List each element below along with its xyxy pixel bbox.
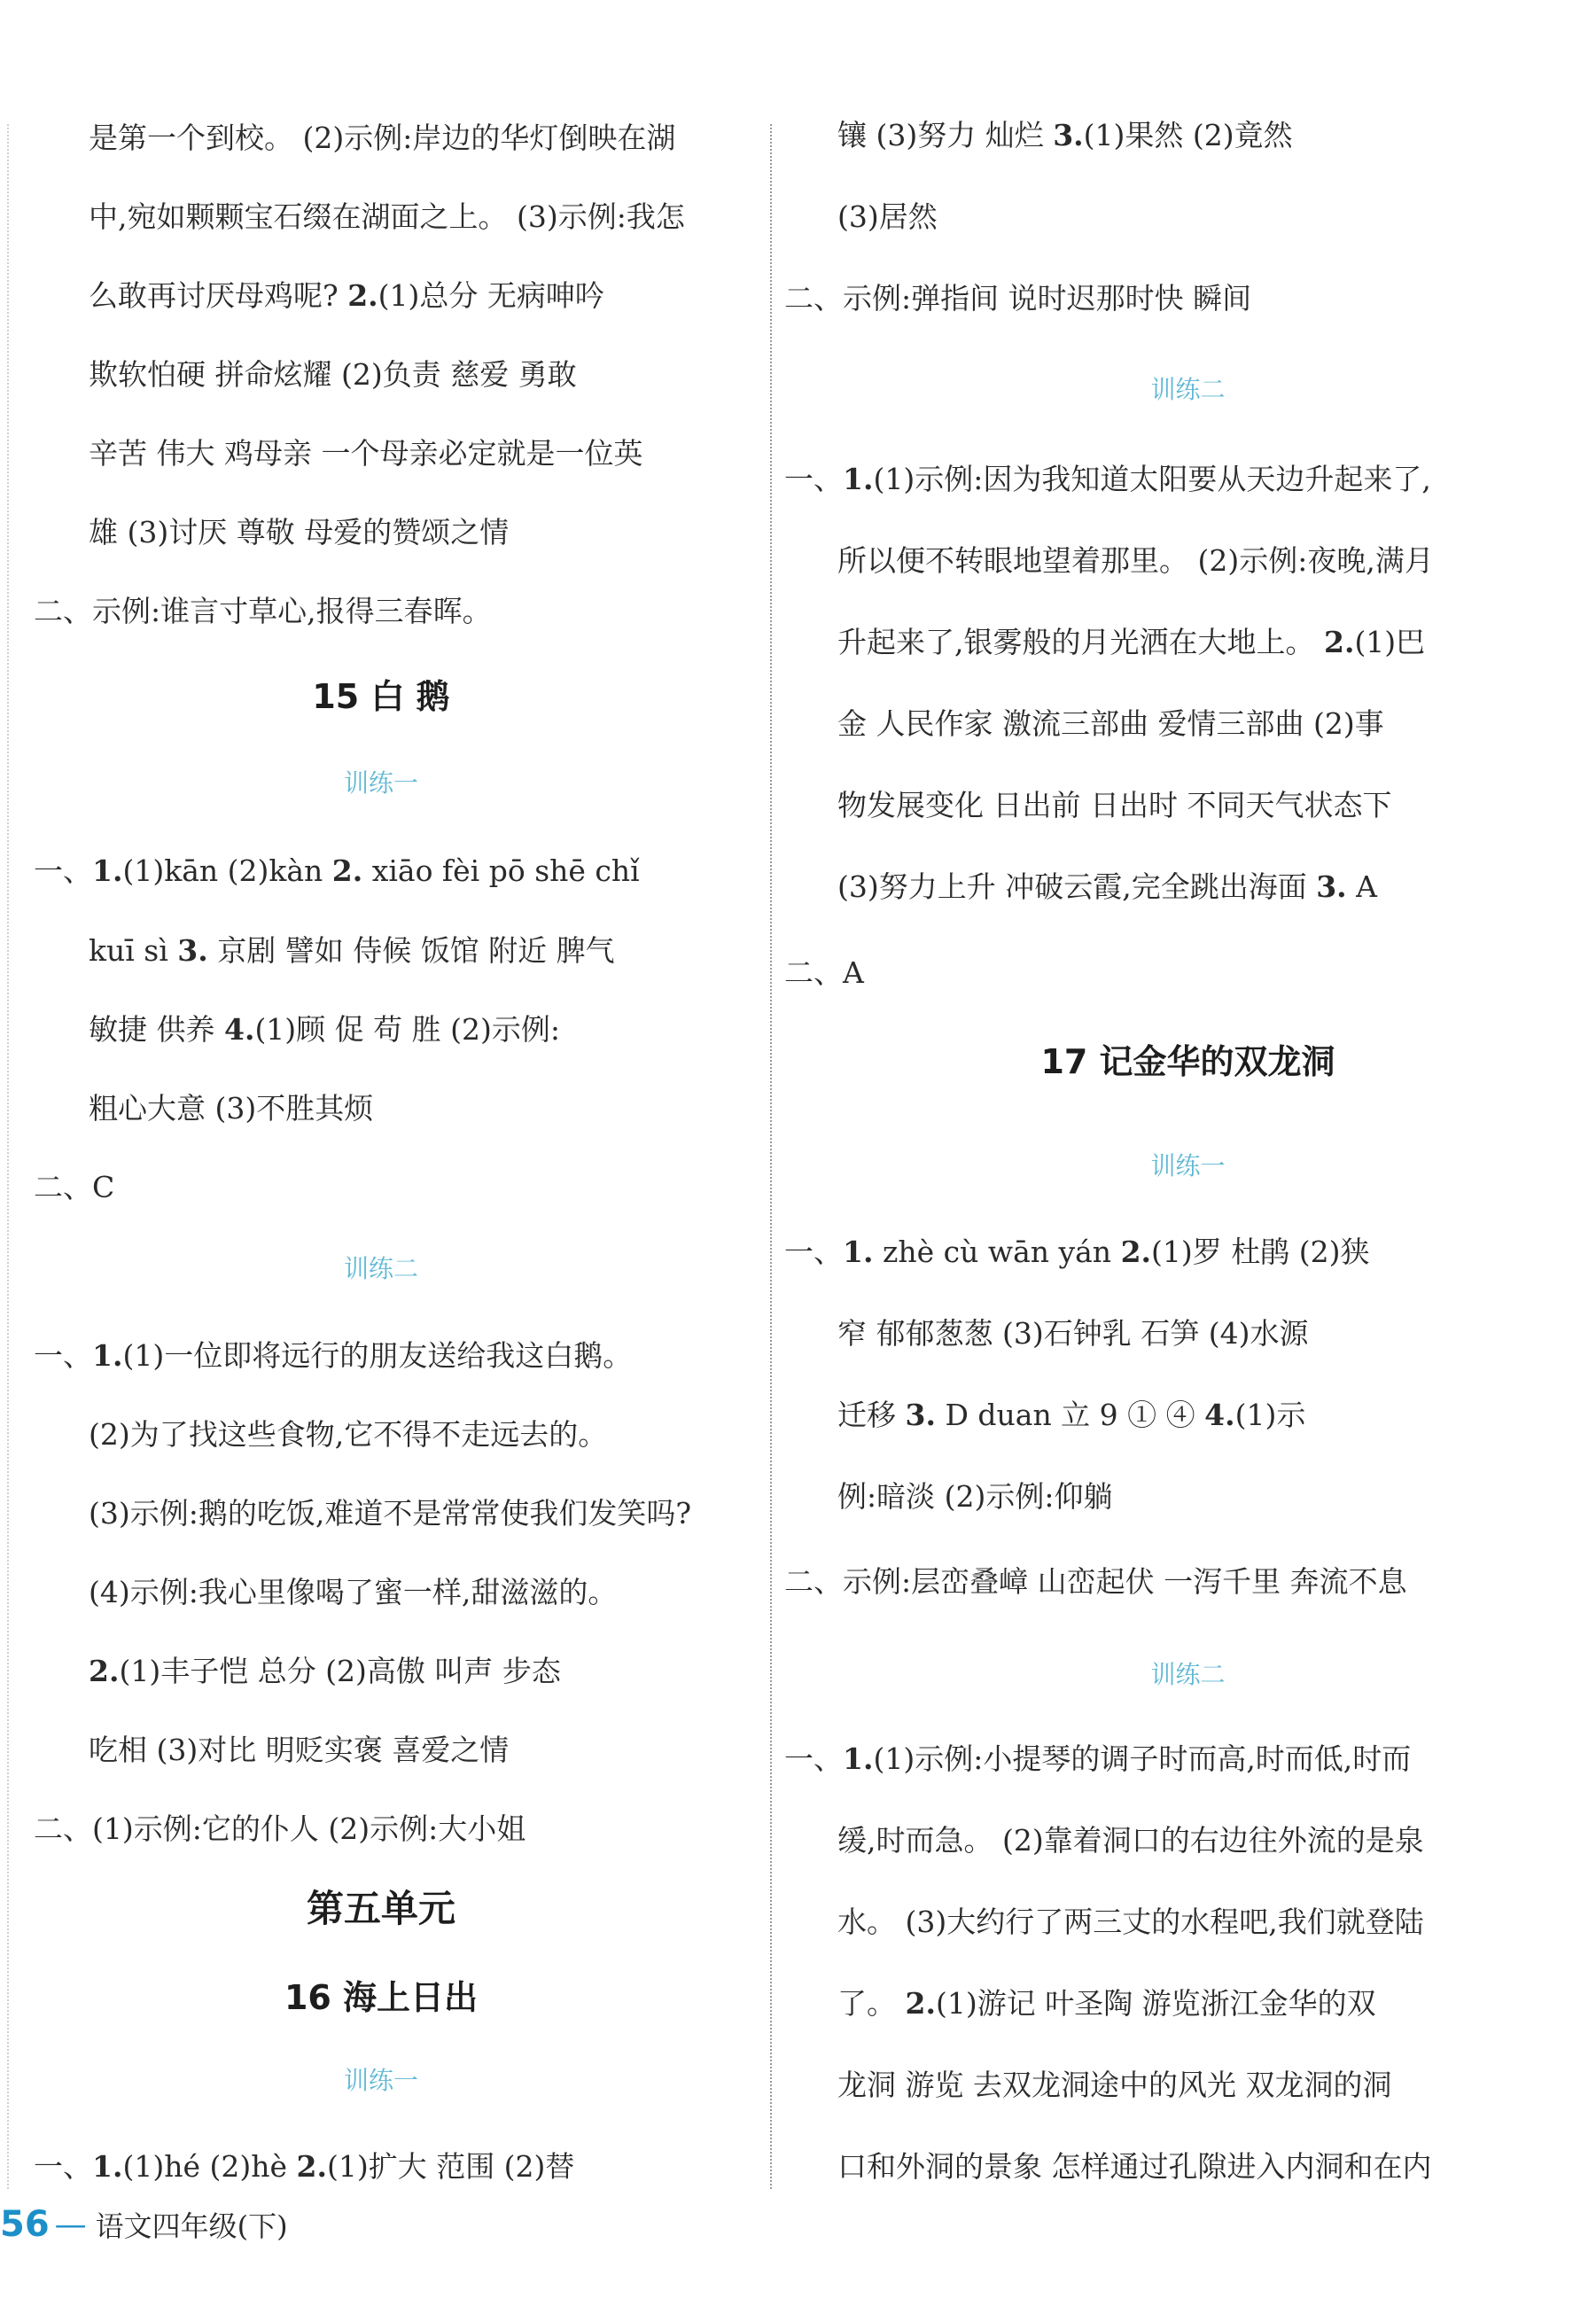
answer-line: 镶 (3)努力 灿烂 3.(1)果然 (2)竟然 bbox=[837, 118, 1293, 152]
answer-line: 一、1.(1)kān (2)kàn 2. xiāo fèi pō shē chǐ bbox=[34, 853, 640, 888]
answer-line: 中,宛如颗颗宝石缀在湖面之上。 (3)示例:我怎 bbox=[89, 199, 685, 234]
lesson-title: 17 记金华的双龙洞 bbox=[1040, 1042, 1335, 1081]
answer-line: 敏捷 供养 4.(1)顾 促 苟 胜 (2)示例: bbox=[89, 1012, 561, 1047]
answer-line: 一、1.(1)示例:因为我知道太阳要从天边升起来了, bbox=[784, 462, 1431, 496]
answer-line: (3)努力上升 冲破云霞,完全跳出海面 3. A bbox=[837, 869, 1377, 904]
lesson-title: 15 白 鹅 bbox=[312, 677, 450, 716]
training-label: 训练一 bbox=[343, 768, 418, 798]
training-label: 训练二 bbox=[343, 1254, 418, 1283]
answer-line: 二、示例:谁言寸草心,报得三春晖。 bbox=[34, 594, 492, 628]
training-label: 训练一 bbox=[1150, 1151, 1226, 1180]
answer-line: 缓,时而急。 (2)靠着洞口的右边往外流的是泉 bbox=[837, 1823, 1424, 1858]
page-footer bbox=[0, 2198, 532, 2251]
training-label: 训练二 bbox=[1150, 1660, 1226, 1689]
answer-line: kuī sì 3. 京剧 譬如 侍候 饭馆 附近 脾气 bbox=[89, 933, 615, 968]
column-divider bbox=[770, 124, 772, 2189]
answer-line: 龙洞 游览 去双龙洞途中的风光 双龙洞的洞 bbox=[837, 2068, 1392, 2102]
footer-dash: — bbox=[54, 2206, 87, 2243]
answer-line: 二、(1)示例:它的仆人 (2)示例:大小姐 bbox=[34, 1811, 526, 1846]
answer-line: 了。 2.(1)游记 叶圣陶 游览浙江金华的双 bbox=[837, 1986, 1376, 2021]
book-title: 语文四年级(下) bbox=[95, 2209, 288, 2243]
answer-line: 升起来了,银雾般的月光洒在大地上。 2.(1)巴 bbox=[837, 625, 1426, 659]
answer-line: (2)为了找这些食物,它不得不走远去的。 bbox=[89, 1417, 608, 1452]
answer-line: 雄 (3)讨厌 尊敬 母爱的赞颂之情 bbox=[89, 515, 510, 549]
answer-line: 二、C bbox=[34, 1170, 115, 1204]
answer-line: 窄 郁郁葱葱 (3)石钟乳 石笋 (4)水源 bbox=[837, 1316, 1309, 1351]
answer-line: 2.(1)丰子恺 总分 (2)高傲 叫声 步态 bbox=[89, 1654, 561, 1688]
answer-line: 一、1.(1)一位即将远行的朋友送给我这白鹅。 bbox=[34, 1338, 633, 1373]
answer-line: 一、1.(1)示例:小提琴的调子时而高,时而低,时而 bbox=[784, 1741, 1412, 1776]
answer-line: (3)示例:鹅的吃饭,难道不是常常使我们发笑吗? bbox=[89, 1496, 692, 1531]
training-label: 训练一 bbox=[343, 2066, 418, 2095]
page-edge-line bbox=[7, 124, 9, 2189]
answer-line: 么敢再讨厌母鸡呢? 2.(1)总分 无病呻吟 bbox=[89, 278, 604, 313]
unit-title: 第五单元 bbox=[306, 1887, 455, 1930]
answer-line: 是第一个到校。 (2)示例:岸边的华灯倒映在湖 bbox=[89, 121, 676, 155]
answer-line: (4)示例:我心里像喝了蜜一样,甜滋滋的。 bbox=[89, 1575, 618, 1609]
answer-line: 欺软怕硬 拼命炫耀 (2)负责 慈爱 勇敢 bbox=[89, 357, 577, 392]
answer-line: 物发展变化 日出前 日出时 不同天气状态下 bbox=[837, 788, 1392, 822]
answer-line: 二、示例:弹指间 说时迟那时快 瞬间 bbox=[784, 281, 1252, 316]
training-label: 训练二 bbox=[1150, 375, 1226, 404]
answer-line: 粗心大意 (3)不胜其烦 bbox=[89, 1091, 374, 1126]
answer-line: 金 人民作家 激流三部曲 爱情三部曲 (2)事 bbox=[837, 706, 1384, 741]
page-number: 56 bbox=[0, 2204, 50, 2245]
lesson-title: 16 海上日出 bbox=[284, 1978, 479, 2017]
answer-line: 例:暗淡 (2)示例:仰躺 bbox=[837, 1479, 1113, 1514]
answer-line: 一、1.(1)hé (2)hè 2.(1)扩大 范围 (2)替 bbox=[34, 2149, 575, 2184]
answer-line: 所以便不转眼地望着那里。 (2)示例:夜晚,满月 bbox=[837, 543, 1434, 578]
answer-line: 一、1. zhè cù wān yán 2.(1)罗 杜鹃 (2)狭 bbox=[784, 1235, 1370, 1269]
answer-line: 二、示例:层峦叠嶂 山峦起伏 一泻千里 奔流不息 bbox=[784, 1564, 1407, 1599]
answer-line: 二、A bbox=[784, 955, 864, 990]
answer-line: 水。 (3)大约行了两三丈的水程吧,我们就登陆 bbox=[837, 1905, 1424, 1939]
answer-line: 辛苦 伟大 鸡母亲 一个母亲必定就是一位英 bbox=[89, 436, 643, 471]
answer-line: 吃相 (3)对比 明贬实褒 喜爱之情 bbox=[89, 1733, 510, 1767]
answer-line: 口和外洞的景象 怎样通过孔隙进入内洞和在内 bbox=[837, 2149, 1432, 2184]
answer-line: 迁移 3. D duan 立 9 ① ④ 4.(1)示 bbox=[837, 1398, 1306, 1432]
answer-line: (3)居然 bbox=[837, 199, 938, 234]
